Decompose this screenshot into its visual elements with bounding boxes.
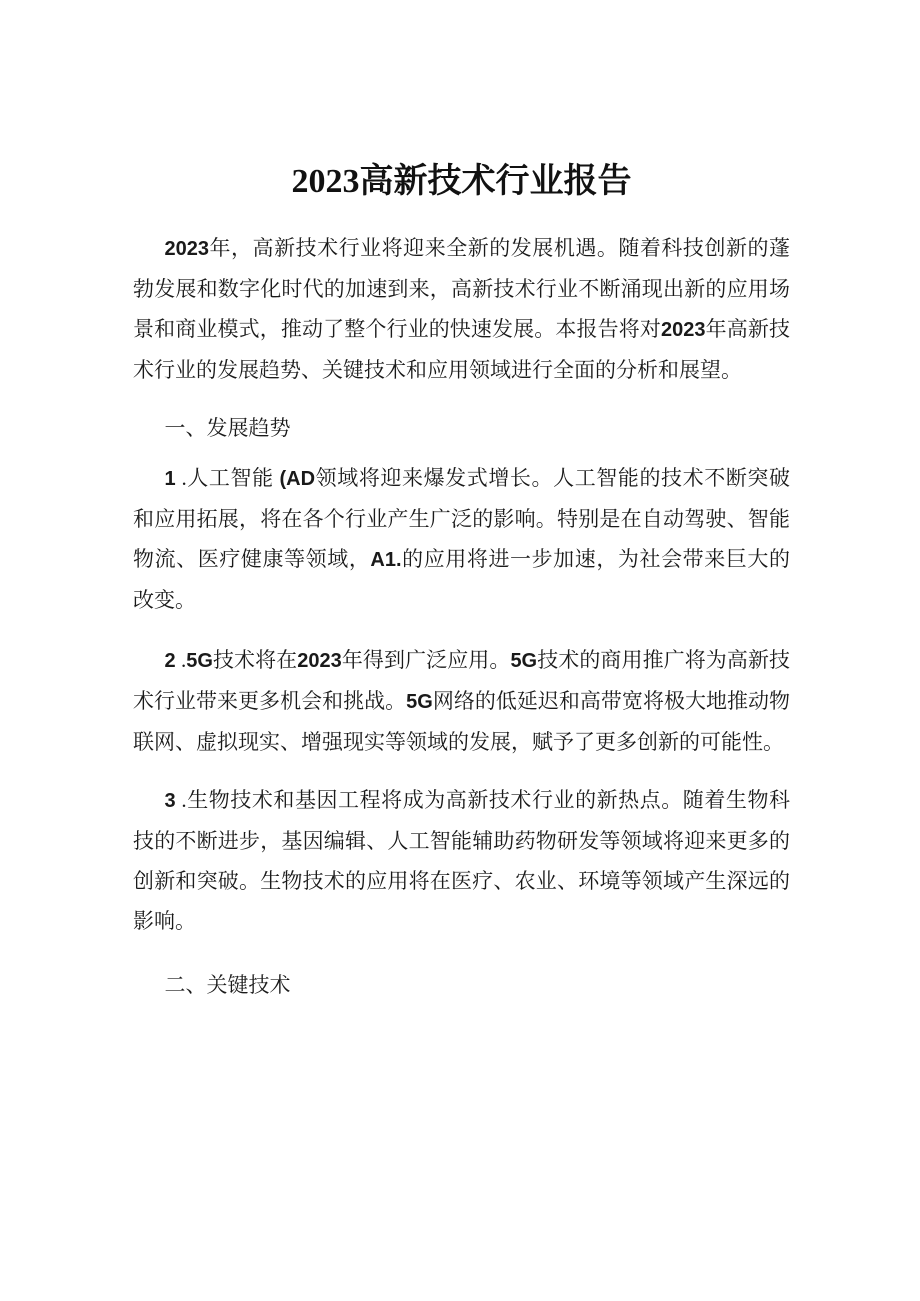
text-run: 技术的商用推广将为高新技术行业带来更多机会和挑战。 [133, 648, 791, 713]
text-run: .人工智能 [175, 466, 280, 490]
paragraph-biotech [133, 780, 790, 941]
text-run-number-bold: 3 [164, 790, 176, 812]
document-content [133, 158, 790, 1015]
text-run: 技术将在 [212, 648, 298, 672]
section-heading-trends: 一、发展趋势 [164, 416, 291, 440]
text-run: 年得到广泛应用。 [341, 648, 511, 672]
paragraph-intro [133, 228, 790, 390]
text-run: . [175, 648, 187, 672]
text-run-5g-bold: 5G [186, 650, 213, 672]
text-run: 的应用将进一步加速，为社会带来巨大的改变。 [133, 547, 791, 612]
text-run-year-bold: 2023 [661, 319, 706, 341]
text-run-number-bold: 1 [164, 468, 176, 490]
document-title: 2023高新技术行业报告 [291, 163, 632, 200]
text-run-5g-bold: 5G [510, 650, 538, 672]
paragraph-ai [133, 458, 790, 620]
text-run: 年高新技术行业的发展趋势、关键技术和应用领域进行全面的分析和展望。 [133, 317, 790, 382]
text-run: .生物技术和基因工程将成为高新技术行业的新热点。随着生物科技的不断进步，基因编辑、人工智能辅助药物研发等领域将迎来更多的创新和突破。生物技术的应用将在医疗、农业、环境等领域产生深远的影响。 [133, 788, 790, 933]
text-run-ai-bold: A1. [370, 549, 402, 571]
text-run: 网络的低延迟和高带宽将极大地推动物联网、虚拟现实、增强现实等领域的发展，赋予了更多创新的可能性。 [133, 689, 791, 754]
text-run: 领域将迎来爆发式增长。人工智能的技术不断突破和应用拓展，将在各个行业产生广泛的影响。特别是在自动驾驶、智能物流、医疗健康等领域， [133, 466, 791, 571]
text-run: 年，高新技术行业将迎来全新的发展机遇。随着科技创新的蓬勃发展和数字化时代的加速到来，高新技术行业不断涌现出新的应用场景和商业模式，推动了整个行业的快速发展。本报告将对 [133, 236, 790, 341]
text-run-year-bold: 2023 [164, 238, 209, 260]
paragraph-5g [133, 640, 790, 762]
section-heading-key-tech: 二、关键技术 [164, 973, 291, 997]
text-run-year-bold: 2023 [297, 650, 342, 672]
text-run-5g-bold: 5G [406, 691, 433, 713]
text-run-number-bold: 2 [164, 650, 176, 672]
text-run-ai-bold: (AD [279, 468, 316, 490]
